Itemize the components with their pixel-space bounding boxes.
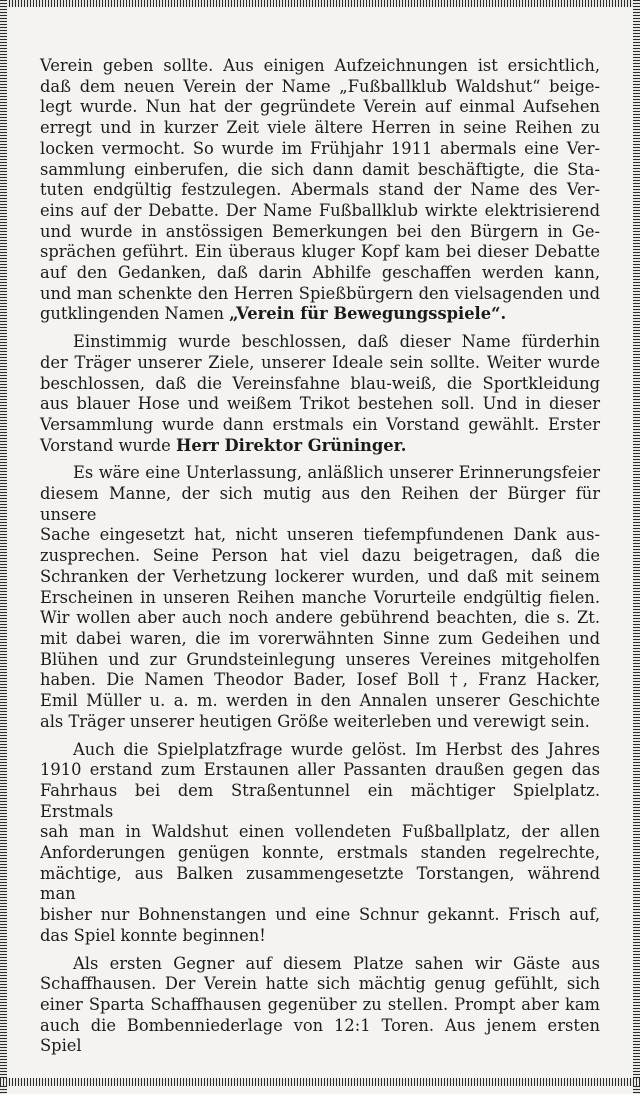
text-line <box>40 712 600 733</box>
text-line <box>40 670 600 691</box>
text-segment: 1910 erstand zum Erstaunen aller Passanten draußen gegen das <box>40 760 600 780</box>
text-line <box>40 608 600 629</box>
text-segment: auf den Gedanken, daß darin Abhilfe geschaffen werden kann, <box>40 263 600 283</box>
text-line <box>40 463 600 484</box>
text-line <box>40 201 600 222</box>
text-segment: diesem Manne, der sich mutig aus den Reihen der Bürger für unsere <box>40 484 600 524</box>
paragraph <box>40 332 600 456</box>
text-line <box>40 160 600 181</box>
text-segment: und man schenkte den Herren Spießbürgern den vielsagenden und <box>40 283 600 303</box>
text-line <box>40 436 600 457</box>
text-segment: eins auf der Debatte. Der Name Fußballklub wirkte elektrisierend <box>40 200 600 220</box>
text-segment: sammlung einberufen, die sich dann damit beschäftigte, die Sta- <box>40 159 600 179</box>
text-line <box>40 691 600 712</box>
text-line <box>40 629 600 650</box>
text-segment: Es wäre eine Unterlassung, anläßlich unserer Erinnerungsfeier <box>73 463 600 483</box>
text-segment: Als ersten Gegner auf diesem Platze sahen wir Gäste aus <box>73 953 600 973</box>
text-segment: Vorstand wurde <box>40 435 176 455</box>
text-segment: Erscheinen in unseren Reihen manche Vorurteile endgültig fielen. <box>40 587 600 607</box>
text-segment: Fahrhaus bei dem Straßentunnel ein mächtiger Spielplatz. Erstmals <box>40 780 600 821</box>
text-line <box>40 180 600 201</box>
left-scan-edge <box>0 0 7 1094</box>
text-segment: mit dabei waren, die im vorerwähnten Sinne zum Gedeihen und <box>40 628 600 648</box>
right-scan-edge <box>633 0 640 1094</box>
text-line <box>40 864 600 905</box>
paragraph <box>40 740 600 947</box>
text-segment: sah man in Waldshut einen vollendeten Fußballplatz, der allen <box>40 822 600 842</box>
text-segment: legt wurde. Nun hat der gegründete Verein auf einmal Aufsehen <box>40 97 600 117</box>
text-line <box>40 222 600 243</box>
paragraph <box>40 56 600 325</box>
text-segment: Schaffhausen. Der Verein hatte sich mächtig genug gefühlt, sich <box>40 974 600 994</box>
text-segment: gutklingenden Namen <box>40 304 230 324</box>
text-segment: daß dem neuen Verein der Name „Fußballklub Waldshut“ beige- <box>40 76 600 96</box>
text-line <box>40 588 600 609</box>
text-segment: Schranken der Verhetzung lockerer wurden, und daß mit seinem <box>40 566 600 586</box>
paragraph <box>40 954 600 1058</box>
text-line <box>40 484 600 525</box>
text-line <box>40 525 600 546</box>
text-line <box>40 905 600 926</box>
text-line <box>40 284 600 305</box>
text-line <box>40 394 600 415</box>
bold-text: Herr Direktor Grüninger. <box>175 435 407 455</box>
text-segment: Blühen und zur Grundsteinlegung unseres Vereines mitgeholfen <box>40 649 600 669</box>
text-segment: der Träger unserer Ziele, unserer Ideale sein sollte. Weiter wurde <box>40 352 600 372</box>
paragraph <box>40 463 600 732</box>
bottom-scan-edge <box>0 1078 640 1086</box>
text-line <box>40 781 600 822</box>
text-line <box>40 374 600 395</box>
text-segment: Einstimmig wurde beschlossen, daß dieser Name fürderhin <box>73 332 600 352</box>
text-line <box>40 760 600 781</box>
text-line <box>40 97 600 118</box>
text-segment: bisher nur Bohnenstangen und eine Schnur gekannt. Frisch auf, <box>40 905 600 925</box>
text-segment: tuten endgültig festzulegen. Abermals stand der Name des Ver- <box>40 180 600 200</box>
bold-text: „Verein für Bewegungsspiele“. <box>229 304 507 324</box>
text-line <box>40 995 600 1016</box>
text-line <box>40 740 600 761</box>
text-line <box>40 650 600 671</box>
text-segment: Wir wollen aber auch noch andere gebührend beachten, die s. Zt. <box>40 608 600 628</box>
text-segment: einer Sparta Schaffhausen gegenüber zu stellen. Prompt aber kam <box>40 994 600 1014</box>
text-segment: Sache eingesetzt hat, nicht unseren tiefempfundenen Dank aus- <box>40 525 600 545</box>
text-line <box>40 56 600 77</box>
text-segment: aus blauer Hose und weißem Trikot bestehen soll. Und in dieser <box>40 394 600 414</box>
text-line <box>40 822 600 843</box>
text-segment: mächtige, aus Balken zusammengesetzte Torstangen, während man <box>40 863 600 904</box>
text-line <box>40 1016 600 1057</box>
text-line <box>40 353 600 374</box>
text-segment: Versammlung wurde dann erstmals ein Vorstand gewählt. Erster <box>40 414 600 434</box>
text-segment: und wurde in anstössigen Bemerkungen bei den Bürgern in Ge- <box>40 221 600 241</box>
text-line <box>40 242 600 263</box>
text-segment: Emil Müller u. a. m. werden in den Annalen unserer Geschichte <box>40 691 600 711</box>
text-segment: Verein geben sollte. Aus einigen Aufzeichnungen ist ersichtlich, <box>40 56 600 75</box>
text-segment: erregt und in kurzer Zeit viele ältere Herren in seine Reihen zu <box>40 118 600 138</box>
text-line <box>40 332 600 353</box>
text-segment: zusprechen. Seine Person hat viel dazu beigetragen, daß die <box>40 546 600 566</box>
text-line <box>40 415 600 436</box>
text-line <box>40 546 600 567</box>
text-segment: sprächen geführt. Ein überaus kluger Kopf kam bei dieser Debatte <box>40 242 600 262</box>
text-line <box>40 118 600 139</box>
text-line <box>40 843 600 864</box>
text-line <box>40 304 600 325</box>
top-scan-edge <box>0 0 640 7</box>
text-segment: auch die Bombenniederlage von 12:1 Toren. Aus jenem ersten Spiel <box>40 1015 600 1056</box>
text-segment: Anforderungen genügen konnte, erstmals standen regelrechte, <box>40 843 600 863</box>
text-line <box>40 567 600 588</box>
text-segment: haben. Die Namen Theodor Bader, Iosef Boll †, Franz Hacker, <box>40 670 600 690</box>
text-line <box>40 974 600 995</box>
text-segment: beschlossen, daß die Vereinsfahne blau-weiß, die Sportkleidung <box>40 373 600 393</box>
text-line <box>40 139 600 160</box>
document-page <box>40 56 600 1064</box>
text-segment: das Spiel konnte beginnen! <box>40 925 266 945</box>
text-line <box>40 954 600 975</box>
text-line <box>40 263 600 284</box>
text-line <box>40 926 600 947</box>
text-line <box>40 77 600 98</box>
text-segment: locken vermocht. So wurde im Frühjahr 1911 abermals eine Ver- <box>40 138 600 158</box>
text-segment: Auch die Spielplatzfrage wurde gelöst. Im Herbst des Jahres <box>73 739 600 759</box>
text-segment: als Träger unserer heutigen Größe weiterleben und verewigt sein. <box>40 711 590 731</box>
